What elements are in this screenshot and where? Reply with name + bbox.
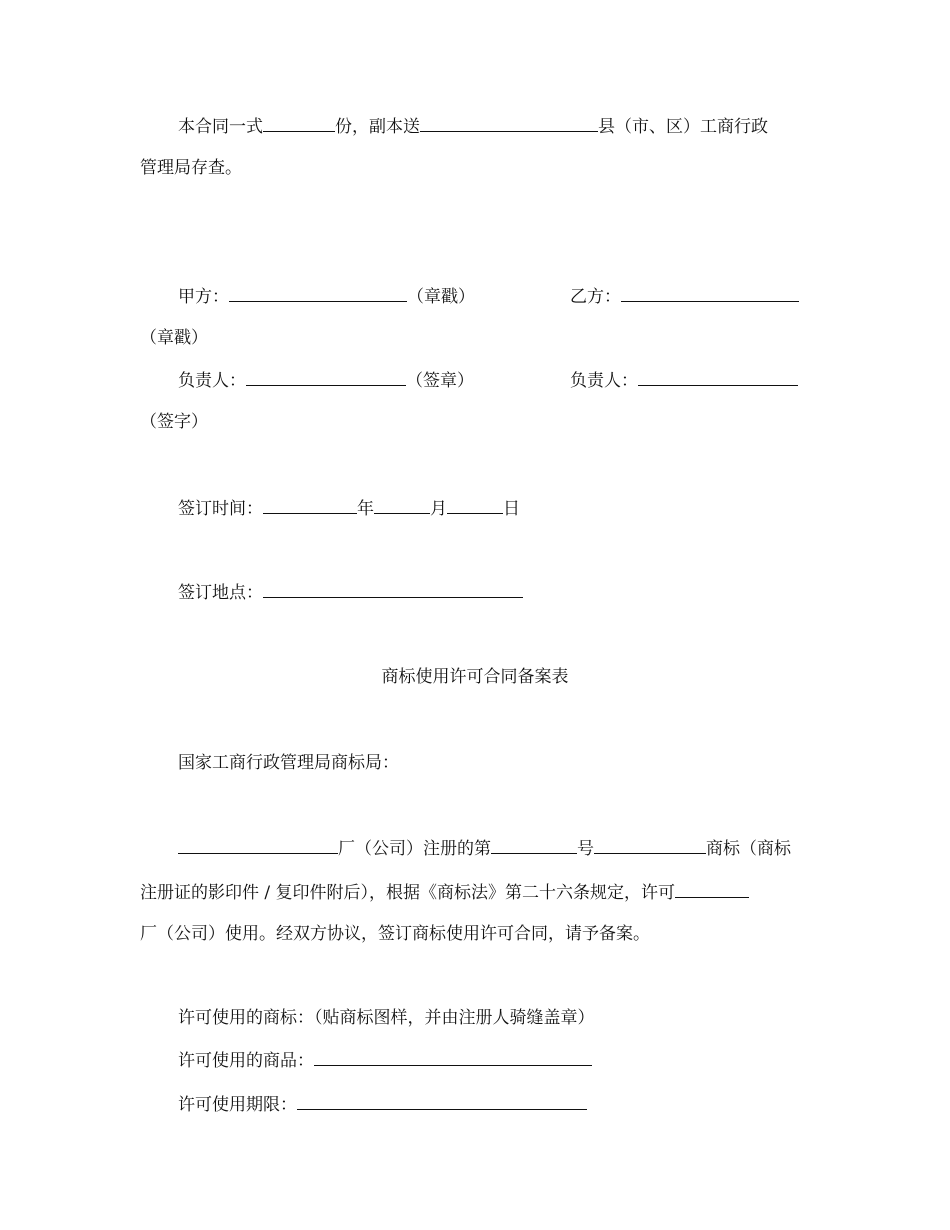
body-line-3: 厂（公司）使用。经双方协议，签订商标使用许可合同，请予备案。	[140, 924, 650, 944]
day-label: 日	[503, 499, 520, 519]
body-text: 号	[577, 839, 594, 859]
signing-time-label: 签订时间：	[178, 499, 263, 519]
licensed-goods-label: 许可使用的商品：	[178, 1051, 314, 1071]
party-a-person-sign: （签章）	[406, 371, 474, 391]
body-line-2	[140, 880, 749, 905]
body-text: 厂（公司）注册的第	[338, 839, 491, 859]
month-label: 月	[430, 499, 447, 519]
signing-place-line	[178, 580, 523, 605]
month-blank[interactable]	[374, 496, 430, 514]
day-blank[interactable]	[447, 496, 503, 514]
copies-text: 份，副本送	[335, 117, 420, 137]
licensed-term-label: 许可使用期限：	[178, 1095, 297, 1115]
licensed-mark-line: 许可使用的商标：（贴商标图样，并由注册人骑缝盖章）	[178, 1008, 595, 1028]
party-a-person-blank[interactable]	[246, 368, 406, 386]
party-a-blank[interactable]	[229, 284, 407, 302]
party-a-line	[178, 284, 475, 309]
county-blank[interactable]	[420, 114, 598, 132]
body-text: 商标（商标	[706, 839, 791, 859]
copies-count-blank[interactable]	[263, 114, 335, 132]
party-a-label: 甲方：	[178, 287, 229, 307]
party-b-person-line	[570, 368, 798, 393]
party-a-person-label: 负责人：	[178, 371, 246, 391]
party-a-seal: （章戳）	[407, 287, 475, 307]
party-b-label: 乙方：	[570, 287, 621, 307]
year-label: 年	[357, 499, 374, 519]
licensed-goods-line	[178, 1048, 592, 1073]
party-b-person-sign: （签字）	[140, 412, 208, 432]
copies-line-2: 管理局存查。	[140, 158, 242, 178]
party-b-person-blank[interactable]	[638, 368, 798, 386]
licensee-blank[interactable]	[675, 880, 749, 898]
copies-text: 本合同一式	[178, 117, 263, 137]
body-line-1	[178, 836, 791, 861]
body-text: 注册证的影印件 / 复印件附后），根据《商标法》第二十六条规定，许可	[140, 883, 676, 903]
form-title: 商标使用许可合同备案表	[381, 667, 569, 687]
signing-place-label: 签订地点：	[178, 583, 263, 603]
signing-place-blank[interactable]	[263, 580, 523, 598]
copies-text: 县（市、区）工商行政	[598, 117, 768, 137]
licensed-term-line	[178, 1092, 587, 1117]
signing-time-line	[178, 496, 520, 521]
addressee: 国家工商行政管理局商标局：	[178, 753, 399, 773]
licensed-term-blank[interactable]	[297, 1092, 587, 1110]
party-b-seal: （章戳）	[140, 328, 208, 348]
year-blank[interactable]	[263, 496, 357, 514]
licensor-blank[interactable]	[178, 836, 338, 854]
registration-number-blank[interactable]	[491, 836, 577, 854]
party-b-person-label: 负责人：	[570, 371, 638, 391]
trademark-blank[interactable]	[594, 836, 706, 854]
copies-line	[178, 114, 768, 139]
party-a-person-line	[178, 368, 474, 393]
licensed-goods-blank[interactable]	[314, 1048, 592, 1066]
party-b-blank[interactable]	[621, 284, 799, 302]
party-b-line	[570, 284, 799, 309]
